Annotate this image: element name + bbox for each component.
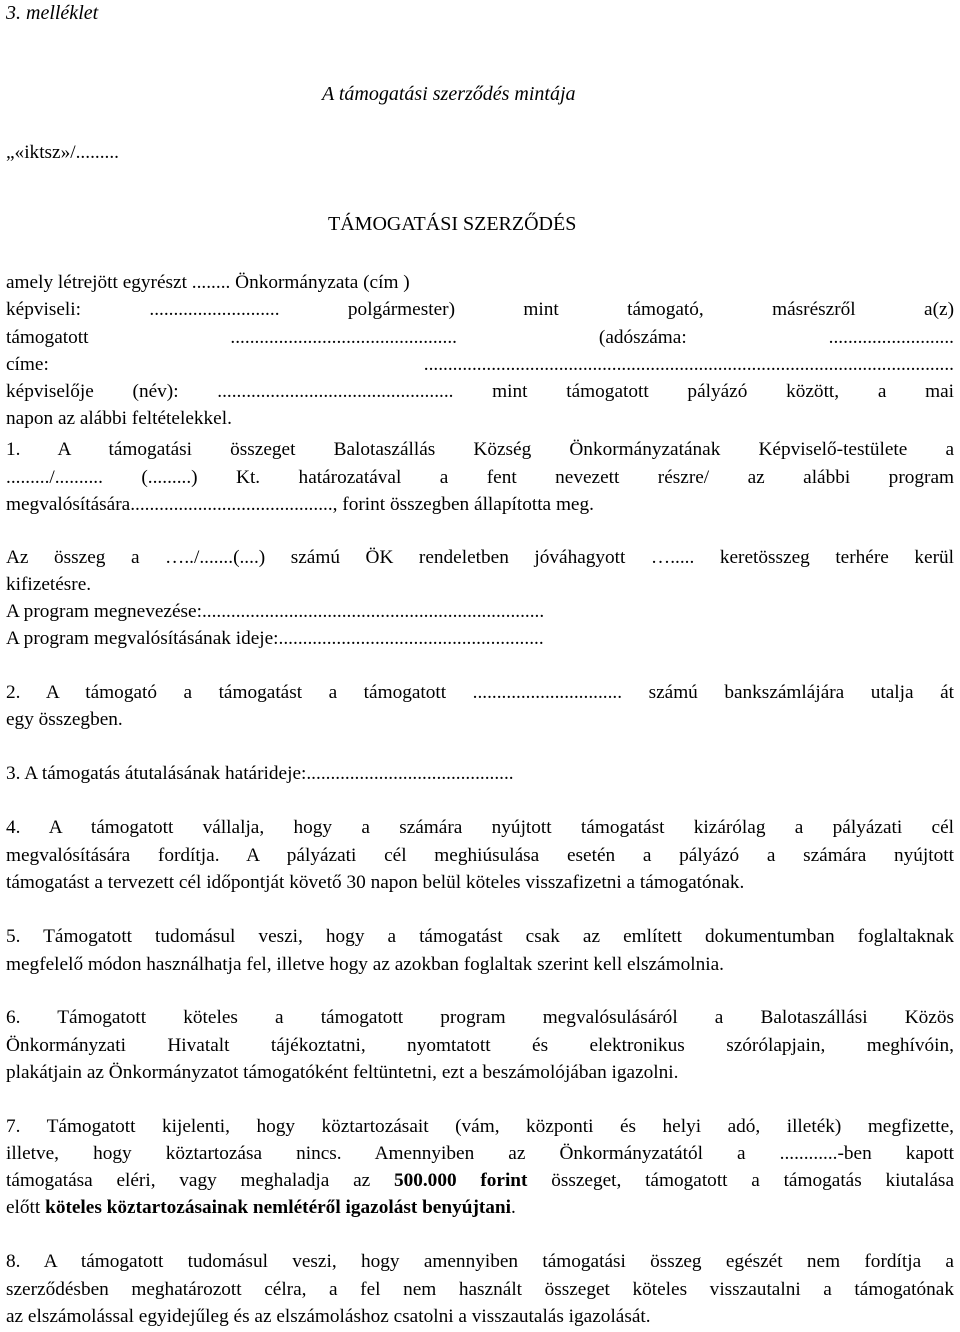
amount-line: Az összeg a …../.......(....) számú ÖK rendeletben jóváhagyott …..... keretösszeg terhére kerül	[6, 547, 954, 568]
program-name-line: A program megnevezése:.......................................................................	[6, 601, 545, 622]
clause-2-line: egy összegben.	[6, 709, 123, 730]
clause-7-text: előtt	[6, 1197, 46, 1218]
clause-4-line: megvalósítására fordítja. A pályázati cél meghiúsulása esetén a pályázó a számára nyújtott	[6, 845, 954, 866]
clause-3-line: 3. A támogatás átutalásának határideje:...........................................	[6, 763, 514, 784]
clause-7-line	[6, 1168, 954, 1194]
intro-line: amely létrejött egyrészt ........ Önkormányzata (cím )	[6, 272, 410, 293]
amount-emphasis: 500.000 forint	[393, 1170, 528, 1191]
clause-7-text: támogatása eléri, vagy meghaladja az	[6, 1170, 394, 1191]
intro-line: támogatott ............................................... (adószáma: ..........................	[6, 327, 954, 348]
clause-8-line: szerződésben meghatározott célra, a fel nem használt összeget köteles visszautalni a támogatónak	[6, 1279, 954, 1300]
clause-5-line: megfelelő módon használhatja fel, illetve hogy az azokban foglaltak szerint kell elszámolnia.	[6, 954, 724, 975]
intro-line: képviselője (név): ................................................. mint támogatott pályázó között, a mai	[6, 381, 954, 402]
amount-line: kifizetésre.	[6, 574, 92, 595]
clause-6-line: Önkormányzati Hivatalt tájékoztatni, nyomtatott és elektronikus szórólapjain, meghívóin,	[6, 1035, 954, 1056]
clause-5-line: 5. Támogatott tudomásul veszi, hogy a támogatást csak az említett dokumentumban foglaltaknak	[6, 926, 954, 947]
clause-1-line: ........./.......... (.........) Kt. határozatával a fent nevezett részre/ az alábbi program	[6, 467, 954, 488]
clause-7-line	[6, 1195, 954, 1221]
obligation-emphasis: köteles köztartozásainak nemlétéről igazolást benyújtani	[45, 1197, 512, 1218]
clause-6-line: plakátjain az Önkormányzatot támogatóként feltüntetni, ezt a beszámolójában igazolni.	[6, 1062, 679, 1083]
clause-2-line: 2. A támogató a támogatást a támogatott ............................... számú bankszámlájára utalja át	[6, 682, 954, 703]
intro-line: címe: ..............................................................................................................	[6, 354, 954, 375]
clause-7-line: illetve, hogy köztartozása nincs. Amennyiben az Önkormányzatától a ............-ben kapott	[6, 1143, 954, 1164]
document-subtitle: A támogatási szerződés mintája	[322, 83, 576, 105]
annex-label: 3. melléklet	[6, 2, 99, 24]
clause-1-line: 1. A támogatási összeget Balotaszállás Község Önkormányzatának Képviselő-testülete a	[6, 439, 954, 460]
clause-4-line: 4. A támogatott vállalja, hogy a számára nyújtott támogatást kizárólag a pályázati cél	[6, 817, 954, 838]
clause-4-line: támogatást a tervezett cél időpontját követő 30 napon belül köteles visszafizetni a támogatónak.	[6, 872, 745, 893]
program-time-line: A program megvalósításának ideje:.......................................................	[6, 628, 544, 649]
clause-6-line: 6. Támogatott köteles a támogatott program megvalósulásáról a Balotaszállási Közös	[6, 1007, 954, 1028]
intro-line: képviseli: ........................... polgármester) mint támogató, másrészről a(z)	[6, 299, 954, 320]
clause-8-line: 8. A támogatott tudomásul veszi, hogy amennyiben támogatási összeg egészét nem fordítja a	[6, 1251, 954, 1272]
contract-title: TÁMOGATÁSI SZERZŐDÉS	[328, 213, 577, 235]
clause-7-text: összeget, támogatott a támogatás kiutalása	[527, 1170, 954, 1191]
reference-number: „«iktsz»/.........	[6, 142, 119, 163]
intro-line: napon az alábbi feltételekkel.	[6, 408, 232, 429]
clause-7-line: 7. Támogatott kijelenti, hogy köztartozásait (vám, központi és helyi adó, illeték) megfizette,	[6, 1116, 954, 1137]
clause-7-text: .	[511, 1197, 516, 1218]
clause-1-line: megvalósítására.........................................., forint összegben állapította meg.	[6, 494, 594, 515]
clause-8-line: az elszámolással egyidejűleg és az elszámoláshoz csatolni a visszautalás igazolását.	[6, 1306, 651, 1327]
